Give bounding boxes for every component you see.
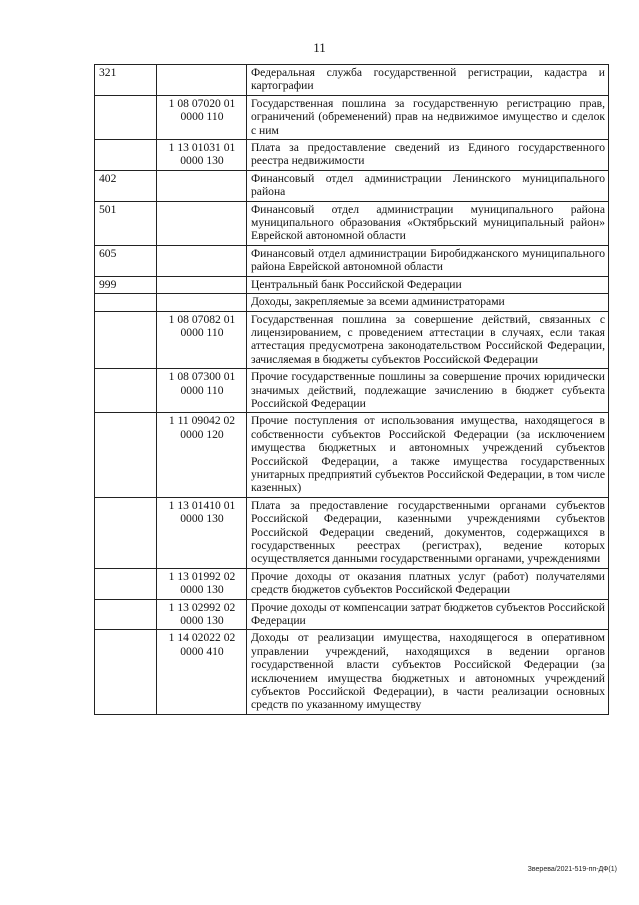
table-row	[95, 140, 609, 171]
administrator-code: 501	[95, 201, 157, 245]
revenue-code	[157, 276, 247, 293]
revenue-description: Государственная пошлина за государственную регистрацию прав, ограничений (обременений) прав на недвижимое имущество и сделок с ним	[247, 95, 609, 139]
table-row	[95, 95, 609, 139]
document-reference: Зверева/2021-519-пп-ДФ(1)	[527, 866, 617, 873]
administrator-code	[95, 140, 157, 171]
revenue-code	[157, 245, 247, 276]
table-row	[95, 568, 609, 599]
revenue-code: 1 13 01992 02 0000 130	[157, 568, 247, 599]
administrator-code	[95, 599, 157, 630]
revenue-description: Прочие поступления от использования имущества, находящегося в собственности субъектов Российской Федерации (за исключением имущества бюджетных и автономных учреждений субъектов Российской Федерации, а также имущества государственных унитарных предприятий субъектов Российской Федерации, в том числе казенных)	[247, 413, 609, 497]
revenue-description: Прочие доходы от оказания платных услуг (работ) получателями средств бюджетов субъектов Российской Федерации	[247, 568, 609, 599]
administrator-code	[95, 497, 157, 568]
administrator-code	[95, 311, 157, 369]
administrator-code: 999	[95, 276, 157, 293]
revenue-description: Доходы, закрепляемые за всеми администраторами	[247, 294, 609, 311]
revenue-code: 1 14 02022 02 0000 410	[157, 630, 247, 714]
revenue-description: Доходы от реализации имущества, находящегося в оперативном управлении учреждений, находящихся в ведении органов государственной власти субъектов Российской Федерации (за исключением имущества бюджетных и автономных учреждений субъектов Российской Федерации), в части реализации основных средств по указанному имуществу	[247, 630, 609, 714]
revenue-code: 1 13 02992 02 0000 130	[157, 599, 247, 630]
administrator-code: 605	[95, 245, 157, 276]
revenue-table	[94, 64, 609, 715]
revenue-description: Прочие государственные пошлины за совершение прочих юридически значимых действий, подлежащие зачислению в бюджет субъекта Российской Федерации	[247, 369, 609, 413]
revenue-description: Финансовый отдел администрации муниципального района муниципального образования «Октябрьский муниципальный район» Еврейской автономной области	[247, 201, 609, 245]
table-row	[95, 630, 609, 714]
table-row	[95, 201, 609, 245]
administrator-code	[95, 369, 157, 413]
revenue-code: 1 08 07082 01 0000 110	[157, 311, 247, 369]
revenue-description: Центральный банк Российской Федерации	[247, 276, 609, 293]
revenue-description: Государственная пошлина за совершение действий, связанных с лицензированием, с проведением аттестации в случаях, если такая аттестация предусмотрена законодательством Российской Федерации, зачисляемая в бюджеты субъектов Российской Федерации	[247, 311, 609, 369]
revenue-code	[157, 170, 247, 201]
revenue-code: 1 13 01410 01 0000 130	[157, 497, 247, 568]
revenue-code: 1 11 09042 02 0000 120	[157, 413, 247, 497]
table-row	[95, 311, 609, 369]
administrator-code	[95, 630, 157, 714]
administrator-code	[95, 413, 157, 497]
table-row	[95, 276, 609, 293]
administrator-code: 402	[95, 170, 157, 201]
revenue-code: 1 13 01031 01 0000 130	[157, 140, 247, 171]
table-row	[95, 170, 609, 201]
revenue-code: 1 08 07020 01 0000 110	[157, 95, 247, 139]
administrator-code	[95, 95, 157, 139]
table-row	[95, 497, 609, 568]
revenue-description: Плата за предоставление сведений из Единого государственного реестра недвижимости	[247, 140, 609, 171]
table-row	[95, 245, 609, 276]
revenue-description: Финансовый отдел администрации Ленинского муниципального района	[247, 170, 609, 201]
administrator-code: 321	[95, 65, 157, 96]
table-row	[95, 65, 609, 96]
administrator-code	[95, 568, 157, 599]
revenue-description: Финансовый отдел администрации Биробиджанского муниципального района Еврейской автономной области	[247, 245, 609, 276]
table-row	[95, 599, 609, 630]
revenue-code	[157, 201, 247, 245]
revenue-description: Плата за предоставление государственными органами субъектов Российской Федерации, казенными учреждениями субъектов Российской Федерации сведений, документов, содержащихся в государственных реестрах (регистрах), ведение которых осуществляется данными государственными органами, учреждениями	[247, 497, 609, 568]
table-row	[95, 369, 609, 413]
revenue-code	[157, 65, 247, 96]
revenue-description: Федеральная служба государственной регистрации, кадастра и картографии	[247, 65, 609, 96]
revenue-description: Прочие доходы от компенсации затрат бюджетов субъектов Российской Федерации	[247, 599, 609, 630]
table-row	[95, 294, 609, 311]
administrator-code	[95, 294, 157, 311]
revenue-code	[157, 294, 247, 311]
table-row	[95, 413, 609, 497]
page-number: 11	[313, 40, 326, 55]
revenue-code: 1 08 07300 01 0000 110	[157, 369, 247, 413]
